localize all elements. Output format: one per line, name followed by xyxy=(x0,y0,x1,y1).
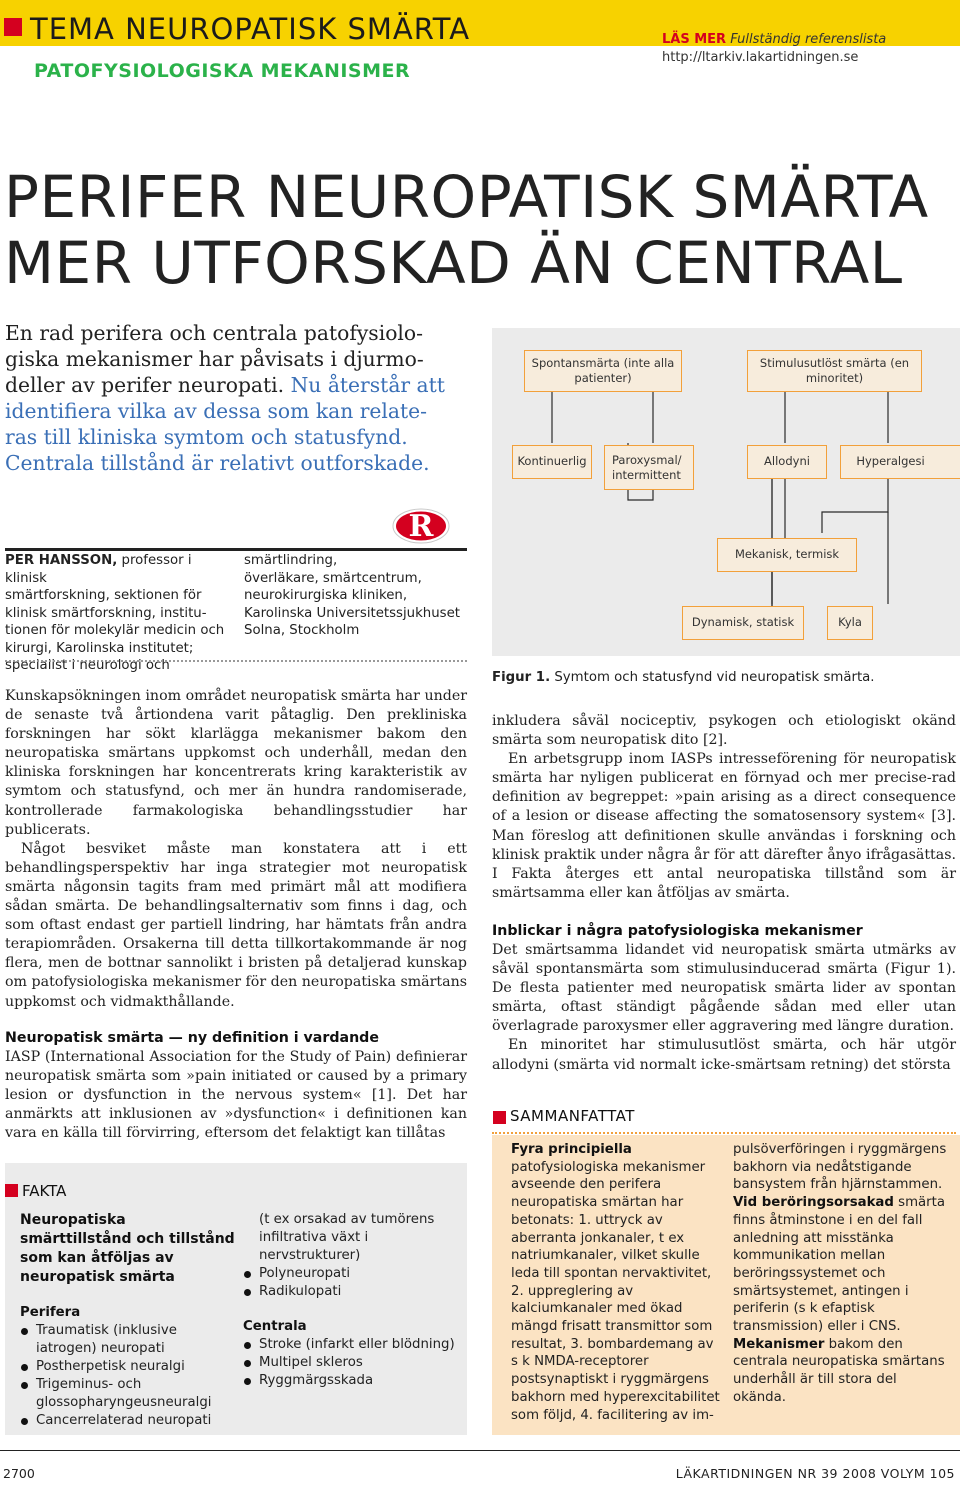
lead-fragment: deller av perifer neuropati. xyxy=(5,373,285,397)
fakta-column-1 xyxy=(20,1211,240,1430)
figure-box-kyla: Kyla xyxy=(827,606,873,640)
summary-bold: Vid beröringsorsakad xyxy=(733,1195,894,1211)
author-line: tionen för molekylär medicin och xyxy=(5,623,225,638)
fakta-list-item: Cancerrelaterad neuropati xyxy=(20,1412,240,1430)
figure-box-dynamisk-statisk: Dynamisk, statisk xyxy=(682,606,804,640)
figure-box-paroxysmal: Paroxysmal/ intermittent xyxy=(604,445,694,490)
author-line: neurokirurgiska kliniken, xyxy=(244,588,408,603)
author-line: klinisk smärtforskning, institu- xyxy=(5,605,207,621)
body-paragraph: Det smärtsamma lidandet vid neuropatisk smärta utmärks av såväl spontansmärta som stimulusinducerad smärta (Figur 1). De flesta patienter med neuropatisk smärta lider av spontan smärta, oftast ständigt pågående sådan med eller utan överlagrade paroxysmer eller aggravering med längre duration. xyxy=(492,941,956,1035)
figure-box-stimulusutlost: Stimulusutlöst smärta (en minoritet) xyxy=(747,350,922,392)
body-subheading: Inblickar i några patofysiologiska mekanismer xyxy=(492,922,863,939)
fakta-list-item: Polyneuropati xyxy=(243,1265,463,1283)
read-more-text: Fullständig referenslista xyxy=(730,32,887,47)
fakta-list-perifera xyxy=(20,1322,240,1430)
author-name: PER HANSSON, xyxy=(5,553,118,568)
body-paragraph: IASP (International Association for the Study of Pain) definierar neuropatisk smärta som »pain initiated or caused by a primary lesion or dysfunction in the nervous system« [1]. Det har anmärkts att inklusionen av »dysfunction« i definitionen kan vara en källa till förvirring, eftersom det felaktigt kan tillåtas xyxy=(5,1048,467,1141)
read-more-label: LÄS MER xyxy=(662,32,727,47)
figure-box-kontinuerlig: Kontinuerlig xyxy=(512,445,592,479)
lead-line: En rad perifera och centrala patofysiolo- xyxy=(5,321,423,345)
footer-divider xyxy=(0,1450,960,1451)
figure-caption-label: Figur 1. xyxy=(492,670,551,685)
figure-box-spontansmarta: Spontansmärta (inte alla patienter) xyxy=(524,350,682,392)
author-line: kirurgi, Karolinska institutet; xyxy=(5,640,194,656)
figure-box-allodyni: Allodyni xyxy=(747,445,827,479)
article-title-line-2: MER UTFORSKAD ÄN CENTRAL xyxy=(4,229,903,297)
summary-bold: Fyra principiella xyxy=(511,1142,632,1157)
section-title: TEMA NEUROPATISK SMÄRTA xyxy=(30,12,471,46)
fakta-list-item: Ryggmärgsskada xyxy=(243,1372,463,1390)
fakta-subheading-wrap xyxy=(20,1304,240,1322)
fakta-marker-icon xyxy=(5,1184,18,1197)
fakta-list-item: Multipel skleros xyxy=(243,1354,463,1372)
section-subtitle: PATOFYSIOLOGISKA MEKANISMER xyxy=(34,60,411,82)
review-logo-icon xyxy=(392,508,450,544)
fakta-list-item: Postherpetisk neuralgi xyxy=(20,1358,240,1376)
lead-line: Centrala tillstånd är relativt outforskade. xyxy=(5,451,430,475)
body-paragraph: Kunskapsökningen inom området neuropatisk smärta har under de senaste två årtiondena varit påtaglig. Den prekliniska forskningen har sökt klarlägga mekanismer bakom den neuropatiska smärtans uppkomst och underhåll, medan den kliniska forskningen har koncentrerats kring karakteristik av symtom och statusfynd, och mer än hundra randomiserade, kontrollerade farmakologiska behandlingsstudier har publicerats. xyxy=(5,688,467,838)
author-line: smärtlindring, xyxy=(244,553,338,568)
author-dotted-divider xyxy=(5,660,467,662)
author-info-col-2 xyxy=(244,552,474,640)
lead-line: identifiera vilka av dessa som kan relate- xyxy=(5,399,427,423)
fakta-column-2 xyxy=(243,1211,463,1390)
author-line: Karolinska Universitetssjukhuset xyxy=(244,605,460,621)
author-line: överläkare, smärtcentrum, xyxy=(244,570,422,586)
lead-line: ras till kliniska symtom och statusfynd. xyxy=(5,425,408,449)
figure-1 xyxy=(492,328,960,656)
fakta-list-item: Stroke (infarkt eller blödning) xyxy=(243,1336,463,1354)
section-marker-icon xyxy=(4,18,22,36)
body-paragraph: inkludera såväl nociceptiv, psykogen och etiologiskt okänd smärta som neuropatisk dito [2]. xyxy=(492,713,956,749)
body-paragraph: Något besviket måste man konstatera att i ett behandlingsperspektiv har inga strategier mot neuropatisk smärta någonsin tagits fram med primärt mål att modifiera sådan smärta. De behandlingsalternativ som finns i dag, och som oftast endast ger partiell lindring, har hämtats från andra terapiområden. Orsakerna till detta tillkortakommande är nog flera, men de bottnar sannolikt i bristen på detaljerad kunskap om patofysiologiska mekanismer för den neuropatiska smärtans uppkomst och vidmakthållande. xyxy=(5,840,467,1010)
fakta-subheading: Perifera xyxy=(20,1305,81,1320)
figure-caption-text: Symtom och statusfynd vid neuropatisk smärta. xyxy=(554,670,875,685)
summary-column-2 xyxy=(733,1141,948,1407)
author-divider xyxy=(5,548,467,551)
author-info-col-1 xyxy=(5,552,233,675)
summary-text: pulsöverföringen i ryggmärgens bakhorn via nedåtstigande bansystem från hjärnstammen. xyxy=(733,1142,947,1193)
lead-line: giska mekanismer har påvisats i djurmo- xyxy=(5,347,424,371)
read-more xyxy=(662,32,886,47)
summary-text: bakom den centrala neuropatiska smärtans underhåll är till stora del okända. xyxy=(733,1336,945,1405)
figure-box-hyperalgesi: Hyperalgesi xyxy=(840,445,960,479)
summary-heading: SAMMANFATTAT xyxy=(510,1107,635,1125)
author-line: smärtforskning, sektionen för xyxy=(5,588,202,603)
fakta-list-item: Trigeminus- och glossopharyngeusneuralgi xyxy=(20,1376,240,1412)
body-paragraph: En minoritet har stimulusutlöst smärta, och här utgör allodyni (smärta vid normalt icke-smärtsam retning) det största xyxy=(492,1037,956,1073)
author-line: specialist i neurologi och xyxy=(5,658,170,673)
summary-bold: Mekanismer xyxy=(733,1336,825,1352)
fakta-list-centrala xyxy=(243,1336,463,1390)
summary-column-1 xyxy=(511,1141,721,1424)
fakta-subheading: Centrala xyxy=(243,1319,307,1334)
author-text: professor i klinisk xyxy=(5,553,192,586)
fakta-heading: FAKTA xyxy=(22,1182,67,1200)
lead-line xyxy=(5,372,480,398)
article-lead xyxy=(5,320,480,476)
read-more-link[interactable]: http://ltarkiv.lakartidningen.se xyxy=(662,50,859,65)
summary-text: smärta finns åtminstone i en del fall anledning att misstänka kommunikation mellan beröringssystemet och smärtsystemet, antingen i periferin (s k efaptisk transmission) eller i CNS. xyxy=(733,1195,946,1335)
figure-caption xyxy=(492,670,875,685)
fakta-list-perifera-cont xyxy=(243,1265,463,1301)
page-number: 2700 xyxy=(3,1466,35,1481)
figure-box-mekanisk-termisk: Mekanisk, termisk xyxy=(717,538,857,572)
fakta-subheading-wrap xyxy=(243,1318,463,1336)
body-paragraph: En arbetsgrupp inom IASPs intresseförening för neuropatisk smärta har nyligen publicerat en förnyad och mer precise-rad definition av begreppet: »pain arising as a direct consequence of a lesion or disease affecting the somatosensory system« [3]. Man föreslog att definitionen skulle användas i forskning och klinisk praktik under några år för att därefter ånyo ifrågasättas. I Fakta återges ett antal neuropatiska tillstånd som är smärtsamma eller kan åtföljas av smärta. xyxy=(492,751,956,901)
summary-text: patofysiologiska mekanismer avseende den perifera neuropatiska smärtan har betonats: 1. uttryck av aberranta jonkanaler, t ex natriumkanaler, vilket skulle leda till spontan nervaktivitet, 2. uppreglering av kalciumkanaler med ökad mängd frisatt transmittor som resultat, 3. bombardemang av s k NMDA-receptorer postsynaptiskt i ryggmärgens bakhorn med hyperexcitabilitet som följd, 4. facilitering av im- xyxy=(511,1159,720,1423)
body-column-right xyxy=(492,712,956,1075)
body-subheading: Neuropatisk smärta — ny definition i vardande xyxy=(5,1029,379,1046)
article-title-line-1: PERIFER NEUROPATISK SMÄRTA xyxy=(4,163,929,231)
summary-dotted-divider xyxy=(492,1132,956,1134)
summary-marker-icon xyxy=(493,1111,506,1124)
author-line xyxy=(5,552,233,587)
fakta-list-continuation: (t ex orsakad av tumörens infiltrativa växt i nervstrukturer) xyxy=(259,1212,435,1263)
fakta-title: Neuropatiska smärttillstånd och tillstånd som kan åtföljas av neuropatisk smärta xyxy=(20,1212,235,1285)
body-column-left xyxy=(5,687,467,1143)
review-logo-letter: R xyxy=(408,509,434,544)
author-line: Solna, Stockholm xyxy=(244,623,360,638)
fakta-list-item: Radikulopati xyxy=(243,1283,463,1301)
fakta-list-item: Traumatisk (inklusive iatrogen) neuropati xyxy=(20,1322,240,1358)
journal-info: LÄKARTIDNINGEN NR 39 2008 VOLYM 105 xyxy=(675,1466,955,1481)
lead-highlight: Nu återstår att xyxy=(290,373,445,397)
